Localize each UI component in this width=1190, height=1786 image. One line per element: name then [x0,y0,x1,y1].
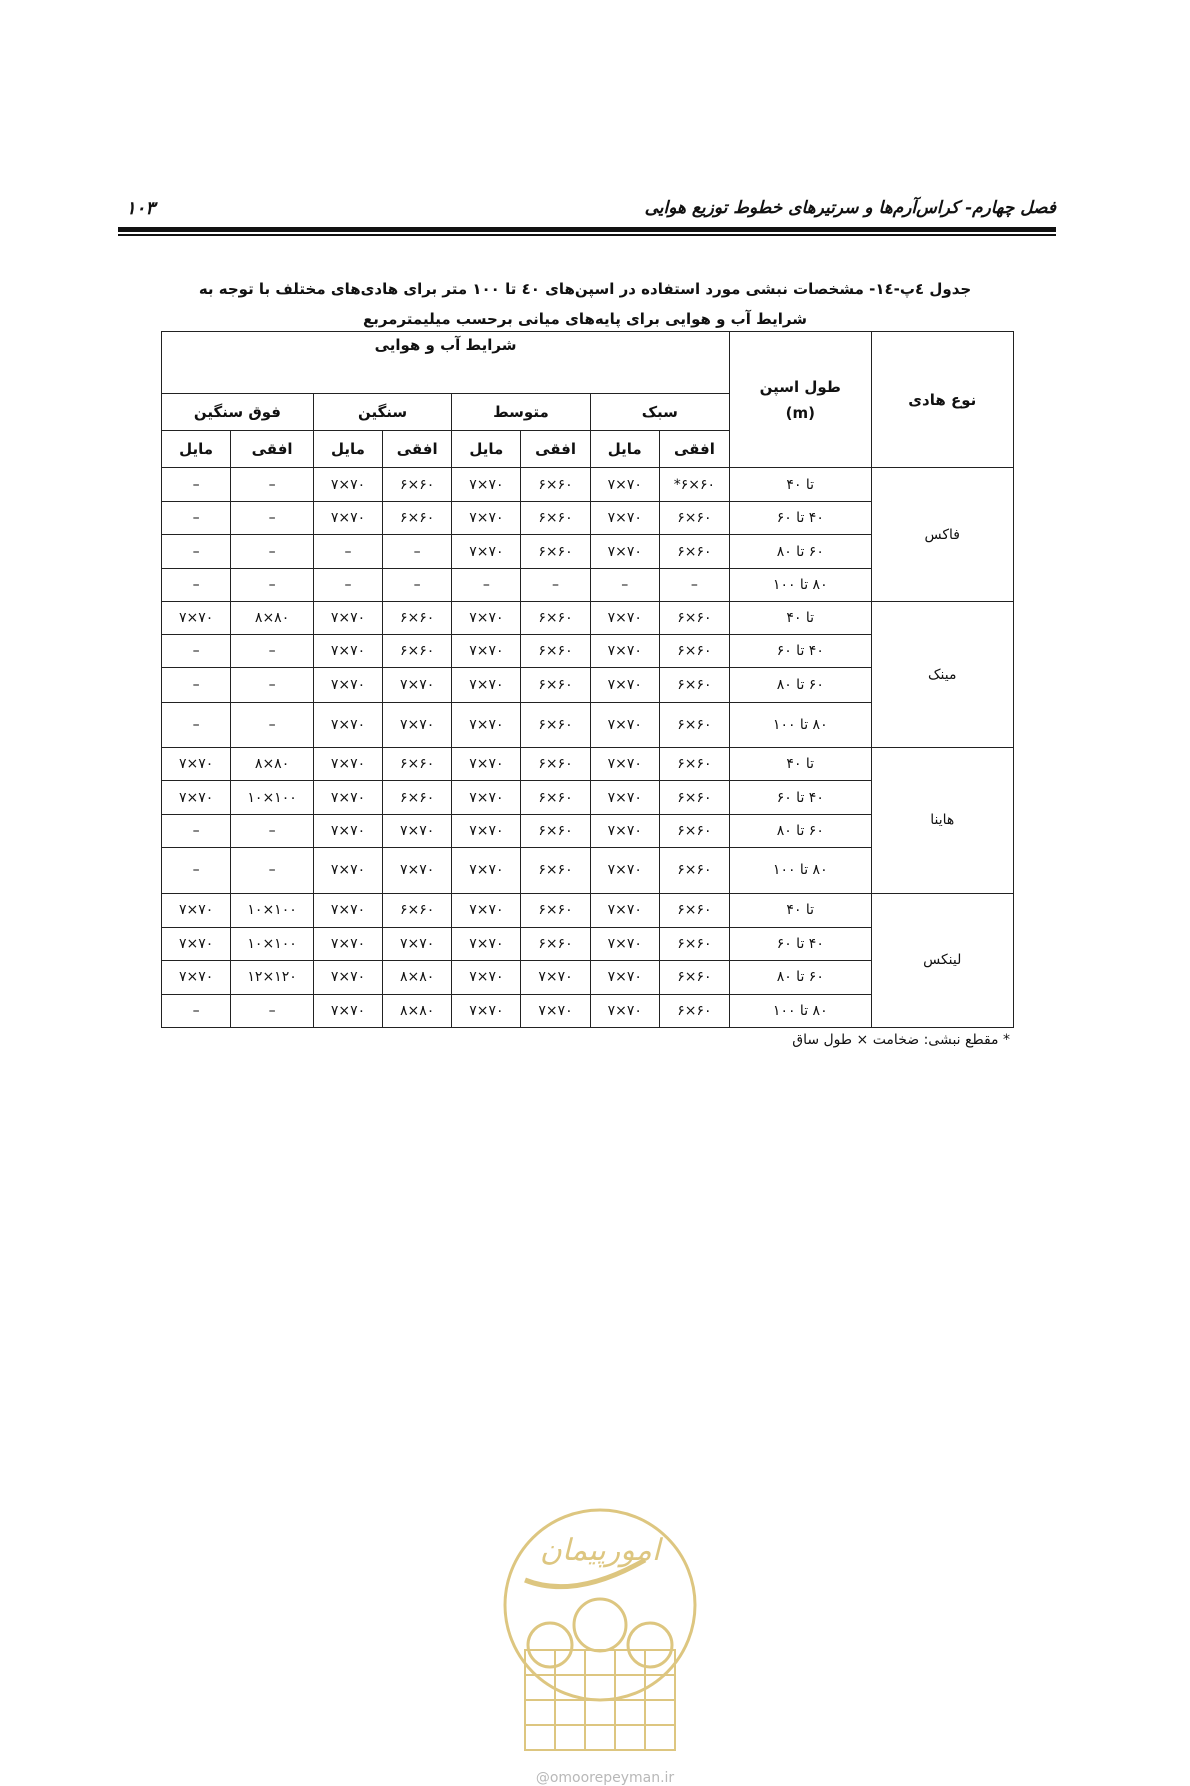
angle-size-cell: ۸۰×۸ [231,602,314,635]
angle-size-cell: ۱۰۰×۱۰ [231,927,314,960]
conductor-type-cell: مینک [871,602,1014,748]
watermark-logo-text: امورپیمان [539,1533,661,1568]
angle-size-cell: – [590,569,659,602]
span-length-cell: ۶۰ تا ۸۰ [730,668,871,702]
angle-size-cell: ۷۰×۷ [162,747,231,780]
header-inclined: مایل [452,431,521,468]
angle-size-cell: ۶۰×۶ [521,893,590,927]
angle-size-cell: ۷۰×۷ [452,927,521,960]
angle-size-cell: ۶۰×۶ [659,960,729,994]
angle-size-cell: ۷۰×۷ [590,848,659,893]
angle-size-cell: – [231,569,314,602]
angle-size-cell: ۶۰×۶ [521,747,590,780]
angle-size-cell: ۷۰×۷ [590,468,659,502]
angle-size-cell: – [383,535,452,569]
header-rule-thick [118,227,1056,232]
span-length-cell: تا ۴۰ [730,747,871,780]
table-row [162,468,1014,502]
angle-size-cell: ۱۰۰×۱۰ [231,781,314,815]
angle-size-cell: – [231,815,314,848]
angle-size-cell: – [162,468,231,502]
angle-size-cell: ۷۰×۷ [452,468,521,502]
header-inclined: مایل [590,431,659,468]
angle-size-cell: ۷۰×۷ [590,927,659,960]
angle-size-cell: ۶۰×۶ [383,635,452,668]
angle-size-cell: ۷۰×۷ [383,848,452,893]
page-number: ۱۰۳ [126,198,156,219]
angle-size-cell: ۶۰×۶ [659,668,729,702]
angle-size-cell: – [383,569,452,602]
conductor-type-cell: لینکس [871,893,1014,1027]
angle-size-cell: ۷۰×۷ [452,602,521,635]
angle-size-cell: – [231,502,314,535]
angle-size-cell: ۶۰×۶ [521,502,590,535]
angle-size-cell: ۷۰×۷ [383,927,452,960]
angle-size-cell: ۷۰×۷ [313,468,382,502]
angle-size-cell: – [521,569,590,602]
angle-size-cell: ۶۰×۶ [383,781,452,815]
angle-size-cell: ۷۰×۷ [590,893,659,927]
angle-size-cell: ۸۰×۸ [231,747,314,780]
angle-size-cell: – [162,569,231,602]
header-horizontal: افقی [383,431,452,468]
angle-size-cell: – [231,635,314,668]
span-length-cell: تا ۴۰ [730,468,871,502]
angle-size-cell: ۶۰×۶ [521,848,590,893]
angle-size-cell: – [659,569,729,602]
angle-size-cell: ۷۰×۷ [452,502,521,535]
angle-size-cell: ۷۰×۷ [590,747,659,780]
angle-size-cell: ۷۰×۷ [313,848,382,893]
angle-size-cell: ۷۰×۷ [452,635,521,668]
angle-size-cell: ۷۰×۷ [452,994,521,1027]
angle-size-cell: ۷۰×۷ [313,781,382,815]
angle-size-cell: ۷۰×۷ [162,781,231,815]
angle-size-cell: ۸۰×۸ [383,994,452,1027]
span-length-cell: ۸۰ تا ۱۰۰ [730,569,871,602]
angle-size-cell: ۷۰×۷ [313,815,382,848]
span-length-cell: ۸۰ تا ۱۰۰ [730,994,871,1027]
angle-size-cell: ۶۰×۶ [659,848,729,893]
span-length-cell: ۶۰ تا ۸۰ [730,535,871,569]
angle-size-cell: ۶۰×۶ [659,781,729,815]
angle-size-cell: ۶۰×۶ [521,668,590,702]
span-length-cell: ۶۰ تا ۸۰ [730,815,871,848]
angle-size-cell: ۷۰×۷ [452,848,521,893]
angle-size-cell: ۷۰×۷ [452,668,521,702]
angle-size-cell: ۶۰×۶ [521,635,590,668]
angle-size-cell: ۱۰۰×۱۰ [231,893,314,927]
span-length-cell: ۴۰ تا ۶۰ [730,781,871,815]
angle-size-cell: ۶۰×۶ [659,893,729,927]
angle-size-cell: ۷۰×۷ [313,994,382,1027]
angle-size-cell: ۷۰×۷ [590,602,659,635]
header-condition-heavy: سنگین [313,394,451,431]
angle-size-cell: ۷۰×۷ [590,502,659,535]
header-condition-very-heavy: فوق سنگین [162,394,314,431]
angle-size-cell: ۷۰×۷ [590,635,659,668]
angle-spec-table [161,331,1014,1028]
angle-size-cell: ۷۰×۷ [590,668,659,702]
angle-size-cell: ۷۰×۷ [313,893,382,927]
angle-size-cell: ۷۰×۷ [590,960,659,994]
angle-size-cell: ۷۰×۷ [162,602,231,635]
span-length-cell: تا ۴۰ [730,893,871,927]
angle-size-cell: ۶۰×۶ [383,502,452,535]
angle-size-cell: ۶۰×۶ [521,702,590,747]
header-span-unit: (m) [785,403,815,422]
span-length-cell: ۸۰ تا ۱۰۰ [730,848,871,893]
angle-size-cell: ۷۰×۷ [452,960,521,994]
angle-size-cell: ۶۰×۶ [659,535,729,569]
conductor-type-cell: هاینا [871,747,1014,893]
span-length-cell: ۴۰ تا ۶۰ [730,635,871,668]
span-length-cell: ۴۰ تا ۶۰ [730,502,871,535]
header-span-length [730,332,871,468]
header-inclined: مایل [313,431,382,468]
table-row [162,747,1014,780]
angle-size-cell: – [162,848,231,893]
angle-size-cell: ۷۰×۷ [313,747,382,780]
angle-size-cell: ۷۰×۷ [452,781,521,815]
angle-size-cell: ۷۰×۷ [162,893,231,927]
angle-size-cell: ۷۰×۷ [313,602,382,635]
angle-size-cell: – [162,535,231,569]
table-row [162,602,1014,635]
angle-size-cell: ۶۰×۶ [659,747,729,780]
header-conductor-type: نوع هادی [871,332,1014,468]
angle-size-cell: – [231,468,314,502]
caption-line-2: شرایط آب و هوایی برای پایه‌های میانی برحسب میلیمترمربع [362,310,808,328]
angle-size-cell: ۷۰×۷ [313,960,382,994]
header-span-length-label: طول اسپن [759,377,841,396]
conductor-type-cell: فاکس [871,468,1014,602]
header-inclined: مایل [162,431,231,468]
angle-size-cell: – [231,535,314,569]
angle-size-cell: ۷۰×۷ [383,702,452,747]
angle-size-cell: – [231,848,314,893]
span-length-cell: ۸۰ تا ۱۰۰ [730,702,871,747]
angle-size-cell: – [162,502,231,535]
angle-size-cell: ۷۰×۷ [452,815,521,848]
watermark-logo [495,1500,705,1760]
angle-size-cell: ۶۰×۶ [521,815,590,848]
angle-size-cell: ۶۰×۶ [659,702,729,747]
angle-size-cell: – [162,668,231,702]
angle-size-cell: ۷۰×۷ [590,781,659,815]
angle-size-cell: ۷۰×۷ [452,702,521,747]
angle-size-cell: ۶۰×۶ [659,994,729,1027]
span-length-cell: ۶۰ تا ۸۰ [730,960,871,994]
angle-size-cell: ۶۰×۶ [521,927,590,960]
table-body [162,468,1014,1028]
angle-size-cell: ۷۰×۷ [383,668,452,702]
angle-size-cell: – [162,635,231,668]
header-weather: شرایط آب و هوایی [162,332,730,394]
angle-size-cell: ۱۲۰×۱۲ [231,960,314,994]
angle-size-cell: – [231,702,314,747]
angle-size-cell: ۶۰×۶ [659,602,729,635]
table-caption [160,274,1010,334]
chapter-title: فصل چهارم- کراس‌آرم‌ها و سرتیرهای خطوط توزیع هوایی [644,198,1056,218]
header-rule-thin [118,234,1056,236]
angle-size-cell: ۷۰×۷ [590,815,659,848]
page-header [118,198,1056,220]
angle-size-cell: ۶۰×۶* [659,468,729,502]
watermark-url: @omoorepeyman.ir [535,1770,675,1786]
angle-size-cell: ۶۰×۶ [659,815,729,848]
angle-size-cell: ۸۰×۸ [383,960,452,994]
angle-size-cell: – [162,815,231,848]
footnote: * مقطع نبشی: ضخامت × طول ساق [792,1032,1010,1048]
angle-size-cell: ۷۰×۷ [313,927,382,960]
angle-size-cell: ۷۰×۷ [521,960,590,994]
angle-size-cell: ۷۰×۷ [313,702,382,747]
angle-size-cell: ۷۰×۷ [452,893,521,927]
span-length-cell: تا ۴۰ [730,602,871,635]
angle-size-cell: ۷۰×۷ [590,535,659,569]
angle-size-cell: ۶۰×۶ [521,468,590,502]
angle-size-cell: – [313,569,382,602]
angle-size-cell: ۷۰×۷ [383,815,452,848]
angle-size-cell: ۷۰×۷ [590,994,659,1027]
angle-size-cell: – [452,569,521,602]
angle-size-cell: – [231,668,314,702]
angle-size-cell: – [162,702,231,747]
header-horizontal: افقی [231,431,314,468]
angle-size-cell: – [231,994,314,1027]
angle-size-cell: – [313,535,382,569]
angle-size-cell: ۷۰×۷ [162,927,231,960]
angle-size-cell: ۶۰×۶ [383,747,452,780]
angle-size-cell: ۷۰×۷ [452,535,521,569]
caption-line-1: جدول ٤پ-١٤- مشخصات نبشی مورد استفاده در اسپن‌های ٤٠ تا ١٠٠ متر برای هادی‌های مختلف با توجه به [198,280,972,298]
angle-size-cell: ۶۰×۶ [659,635,729,668]
angle-size-cell: ۶۰×۶ [659,502,729,535]
angle-size-cell: ۶۰×۶ [383,468,452,502]
header-horizontal: افقی [521,431,590,468]
angle-size-cell: ۶۰×۶ [521,781,590,815]
angle-size-cell: ۶۰×۶ [383,893,452,927]
angle-size-cell: ۷۰×۷ [590,702,659,747]
angle-size-cell: ۶۰×۶ [383,602,452,635]
angle-size-cell: ۷۰×۷ [313,668,382,702]
angle-size-cell: ۷۰×۷ [521,994,590,1027]
header-condition-medium: متوسط [452,394,590,431]
header-horizontal: افقی [659,431,729,468]
angle-size-cell: ۷۰×۷ [452,747,521,780]
angle-size-cell: ۶۰×۶ [521,602,590,635]
angle-size-cell: ۷۰×۷ [162,960,231,994]
angle-size-cell: – [162,994,231,1027]
angle-size-cell: ۶۰×۶ [659,927,729,960]
angle-size-cell: ۶۰×۶ [521,535,590,569]
span-length-cell: ۴۰ تا ۶۰ [730,927,871,960]
angle-size-cell: ۷۰×۷ [313,635,382,668]
angle-size-cell: ۷۰×۷ [313,502,382,535]
table-row [162,893,1014,927]
header-condition-light: سبک [590,394,729,431]
